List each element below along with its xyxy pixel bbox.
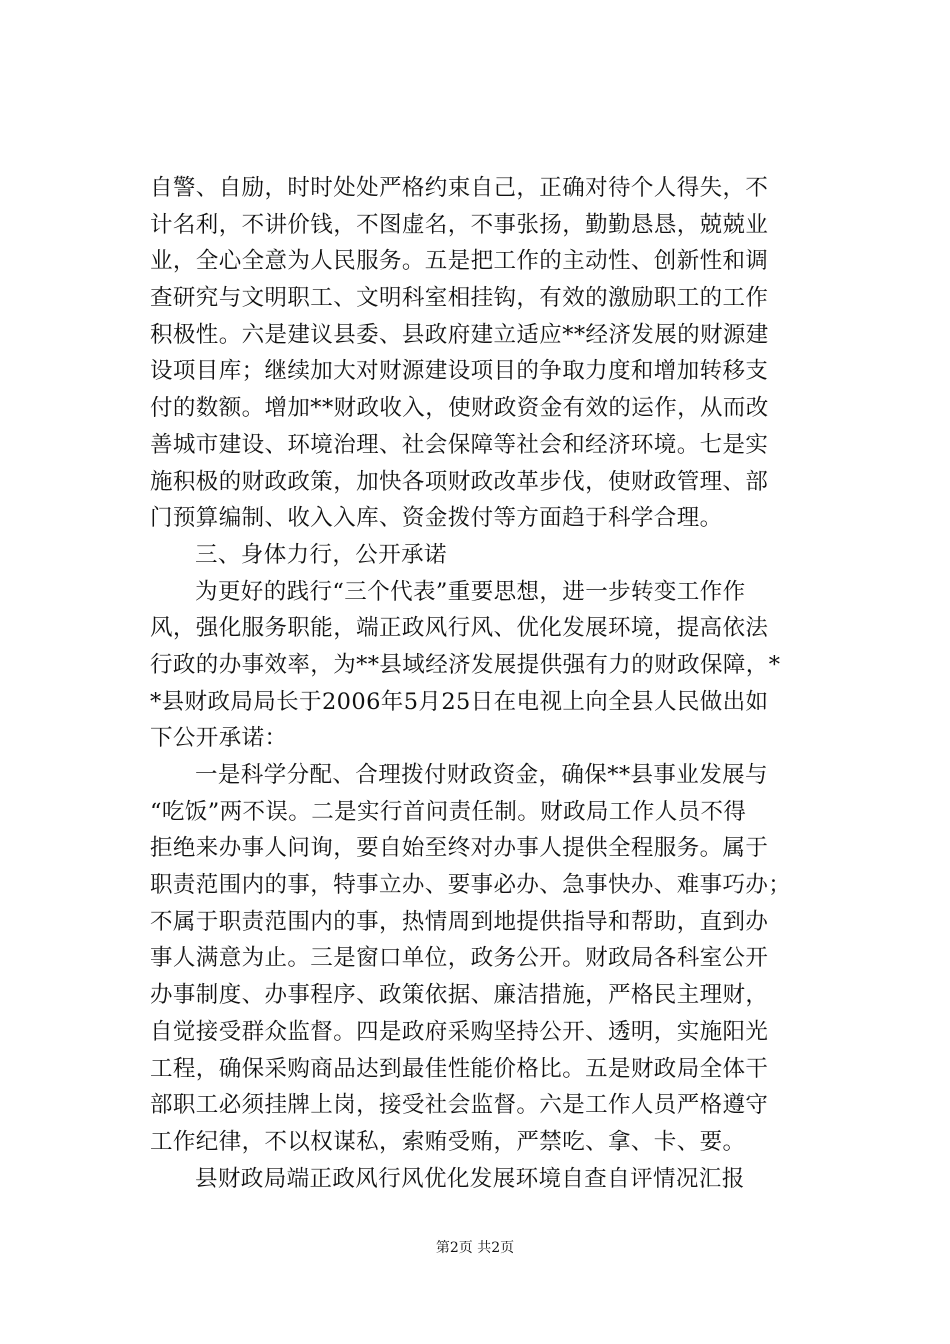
text-line: 自觉接受群众监督。四是政府采购坚持公开、透明，实施阳光: [150, 1018, 769, 1045]
text-line: 拒绝来办事人问询，要自始至终对办事人提供全程服务。属于: [150, 835, 769, 862]
text-line: 为更好的践行“三个代表”重要思想，进一步转变工作作: [195, 578, 746, 605]
text-line: 自警、自励，时时处处严格约束自己，正确对待个人得失，不: [150, 175, 769, 201]
text-line: 业，全心全意为人民服务。五是把工作的主动性、创新性和调: [150, 248, 769, 275]
text-line: 查研究与文明职工、文明科室相挂钩，有效的激励职工的工作: [150, 285, 769, 312]
text-line: 计名利，不讲价钱，不图虚名，不事张扬，勤勤恳恳，兢兢业: [150, 211, 769, 238]
text-line: 设项目库；继续加大对财源建设项目的争取力度和增加转移支: [150, 358, 769, 385]
text-line: 职责范围内的事，特事立办、要事必办、急事快办、难事巧办；: [150, 872, 792, 899]
text-line: 事人满意为止。三是窗口单位，政务公开。财政局各科室公开: [150, 945, 769, 972]
section-heading: 三、身体力行，公开承诺: [195, 541, 447, 568]
text-line: 办事制度、办事程序、政策依据、廉洁措施，严格民主理财，: [150, 982, 769, 1009]
text-line: 风，强化服务职能，端正政风行风、优化发展环境，提高依法: [150, 615, 769, 642]
text-line: 施积极的财政政策，加快各项财政改革步伐，使财政管理、部: [150, 468, 769, 495]
page-number-footer: 第2页 共2页: [435, 1240, 515, 1256]
text-line: 一是科学分配、合理拨付财政资金，确保**县事业发展与: [195, 762, 768, 788]
text-line: 不属于职责范围内的事，热情周到地提供指导和帮助，直到办: [150, 908, 769, 935]
text-line: 积极性。六是建议县委、县政府建立适应**经济发展的财源建: [150, 321, 769, 348]
text-line: 善城市建设、环境治理、社会保障等社会和经济环境。七是实: [150, 431, 769, 458]
text-line: “吃饭”两不误。二是实行首问责任制。财政局工作人员不得: [150, 798, 747, 825]
text-line: 门预算编制、收入入库、资金拨付等方面趋于科学合理。: [150, 505, 723, 532]
text-line: 部职工必须挂牌上岗，接受社会监督。六是工作人员严格遵守: [150, 1092, 769, 1119]
text-line: 付的数额。增加**财政收入，使财政资金有效的运作，从而改: [150, 395, 769, 422]
text-line: *县财政局局长于2006年5月25日在电视上向全县人民做出如: [150, 688, 769, 715]
document-title-line: 县财政局端正政风行风优化发展环境自查自评情况汇报: [195, 1165, 745, 1192]
text-line: 行政的办事效率，为**县域经济发展提供强有力的财政保障，*: [150, 651, 781, 678]
text-line: 下公开承诺：: [150, 725, 288, 752]
text-line: 工作纪律，不以权谋私，索贿受贿，严禁吃、拿、卡、要。: [150, 1128, 746, 1155]
text-line: 工程，确保采购商品达到最佳性能价格比。五是财政局全体干: [150, 1055, 769, 1082]
body-text: [150, 170, 825, 1197]
